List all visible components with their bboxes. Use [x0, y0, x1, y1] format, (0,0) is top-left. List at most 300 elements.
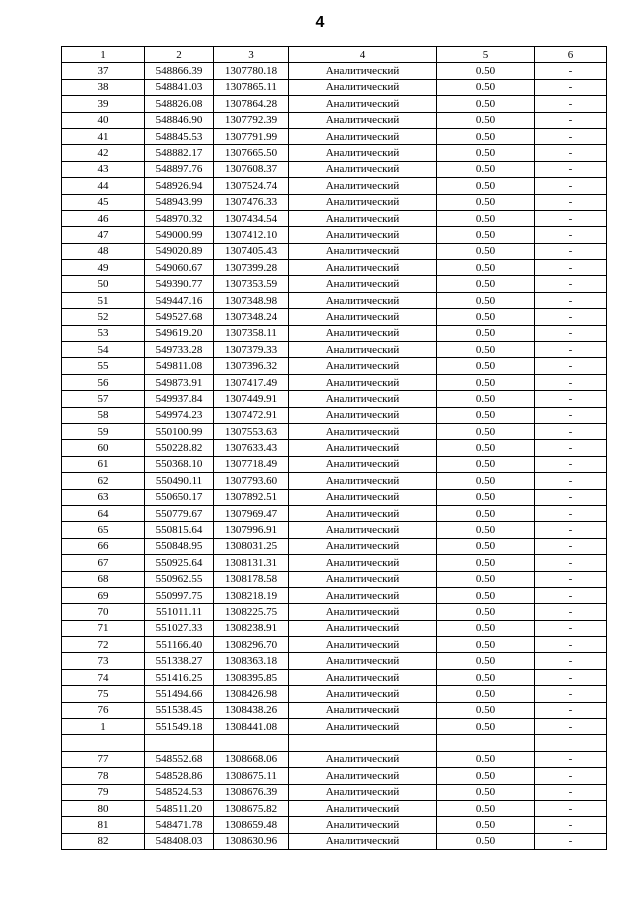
table-cell: - — [535, 571, 607, 587]
table-cell: - — [535, 243, 607, 259]
table-cell: 0.50 — [437, 620, 535, 636]
table-cell: 548524.53 — [145, 784, 214, 800]
table-cell: 1307417.49 — [214, 374, 289, 390]
table-cell: Аналитический — [289, 719, 437, 735]
table-row — [62, 538, 607, 554]
table-cell: 0.50 — [437, 571, 535, 587]
table-cell: Аналитический — [289, 292, 437, 308]
table-cell: - — [535, 784, 607, 800]
table-cell: - — [535, 489, 607, 505]
table-cell: 1307791.99 — [214, 128, 289, 144]
table-cell: 0.50 — [437, 194, 535, 210]
table-cell: 40 — [62, 112, 145, 128]
table-cell: Аналитический — [289, 800, 437, 816]
table-cell: 550925.64 — [145, 555, 214, 571]
table-cell: 0.50 — [437, 702, 535, 718]
table-row — [62, 653, 607, 669]
table-cell: Аналитический — [289, 817, 437, 833]
table-row — [62, 833, 607, 849]
table-cell: 52 — [62, 309, 145, 325]
table-cell: 1307864.28 — [214, 96, 289, 112]
table-cell: Аналитический — [289, 210, 437, 226]
table-row — [62, 571, 607, 587]
table-cell: - — [535, 63, 607, 79]
table-cell: 57 — [62, 391, 145, 407]
table-cell: 0.50 — [437, 768, 535, 784]
table-row — [62, 751, 607, 767]
table-row — [62, 128, 607, 144]
table-cell: Аналитический — [289, 423, 437, 439]
table-cell: 51 — [62, 292, 145, 308]
table-cell: 548926.94 — [145, 178, 214, 194]
table-cell: Аналитический — [289, 79, 437, 95]
table-cell: Аналитический — [289, 128, 437, 144]
table-cell: - — [535, 161, 607, 177]
table-cell: 0.50 — [437, 604, 535, 620]
table-cell: 1307524.74 — [214, 178, 289, 194]
table-cell: 58 — [62, 407, 145, 423]
table-cell: 1307472.91 — [214, 407, 289, 423]
table-cell: 548528.86 — [145, 768, 214, 784]
table-cell: 1308225.75 — [214, 604, 289, 620]
table-cell: 551549.18 — [145, 719, 214, 735]
table-cell: 550997.75 — [145, 587, 214, 603]
table-cell: 0.50 — [437, 751, 535, 767]
table-cell: 549020.89 — [145, 243, 214, 259]
table-cell: 1307996.91 — [214, 522, 289, 538]
table-cell: - — [535, 374, 607, 390]
table-cell: 67 — [62, 555, 145, 571]
table-row — [62, 194, 607, 210]
table-cell: 549974.23 — [145, 407, 214, 423]
table-cell: - — [535, 194, 607, 210]
table-row — [62, 735, 607, 751]
table-cell: Аналитический — [289, 669, 437, 685]
table-cell: 0.50 — [437, 538, 535, 554]
table-cell: Аналитический — [289, 784, 437, 800]
table-cell: 1307379.33 — [214, 342, 289, 358]
table-cell: - — [535, 686, 607, 702]
table-cell: - — [535, 292, 607, 308]
table-cell: 69 — [62, 587, 145, 603]
table-cell: 0.50 — [437, 309, 535, 325]
table-cell: 1307348.24 — [214, 309, 289, 325]
table-row — [62, 473, 607, 489]
table-cell: 549811.08 — [145, 358, 214, 374]
table-cell: 0.50 — [437, 784, 535, 800]
table-cell: 550228.82 — [145, 440, 214, 456]
table-cell: 1307553.63 — [214, 423, 289, 439]
table-cell: 551027.33 — [145, 620, 214, 636]
table-cell: 549060.67 — [145, 260, 214, 276]
table-cell: - — [535, 210, 607, 226]
table-cell: 75 — [62, 686, 145, 702]
table-cell: Аналитический — [289, 833, 437, 849]
table-cell: 1308178.58 — [214, 571, 289, 587]
table-cell: 548970.32 — [145, 210, 214, 226]
table-row — [62, 637, 607, 653]
table-cell: - — [535, 358, 607, 374]
table-cell: 0.50 — [437, 489, 535, 505]
table-cell: 548943.99 — [145, 194, 214, 210]
table-row — [62, 178, 607, 194]
column-header: 6 — [535, 47, 607, 63]
table-cell: 1308296.70 — [214, 637, 289, 653]
table-cell — [214, 735, 289, 751]
table-cell: 81 — [62, 817, 145, 833]
table-cell: 550490.11 — [145, 473, 214, 489]
table-cell: Аналитический — [289, 63, 437, 79]
table-cell: 1308395.85 — [214, 669, 289, 685]
table-cell: 0.50 — [437, 112, 535, 128]
table-cell: - — [535, 637, 607, 653]
table-cell: Аналитический — [289, 96, 437, 112]
table-cell: 0.50 — [437, 833, 535, 849]
table-cell: Аналитический — [289, 555, 437, 571]
table-cell: 54 — [62, 342, 145, 358]
table-row — [62, 440, 607, 456]
table-cell: - — [535, 653, 607, 669]
table-cell: 1307865.11 — [214, 79, 289, 95]
table-cell: - — [535, 227, 607, 243]
table-row — [62, 260, 607, 276]
table-cell: 1308676.39 — [214, 784, 289, 800]
table-cell: Аналитический — [289, 440, 437, 456]
table-row — [62, 817, 607, 833]
table-cell: Аналитический — [289, 489, 437, 505]
table-cell: 1308031.25 — [214, 538, 289, 554]
table-cell: 548841.03 — [145, 79, 214, 95]
table-cell: Аналитический — [289, 227, 437, 243]
table-row — [62, 391, 607, 407]
table-cell: 63 — [62, 489, 145, 505]
table-cell: - — [535, 800, 607, 816]
table-cell: 551166.40 — [145, 637, 214, 653]
table-row — [62, 719, 607, 735]
table-cell: 62 — [62, 473, 145, 489]
table-cell: 548471.78 — [145, 817, 214, 833]
table-cell: 77 — [62, 751, 145, 767]
table-cell: 0.50 — [437, 719, 535, 735]
table-cell: 1308426.98 — [214, 686, 289, 702]
table-cell: 0.50 — [437, 440, 535, 456]
table-cell: 0.50 — [437, 391, 535, 407]
table-cell: Аналитический — [289, 702, 437, 718]
table-cell: - — [535, 178, 607, 194]
table-cell: Аналитический — [289, 587, 437, 603]
table-cell: 74 — [62, 669, 145, 685]
table-cell: 38 — [62, 79, 145, 95]
table-cell: 78 — [62, 768, 145, 784]
table-cell: 550368.10 — [145, 456, 214, 472]
table-cell: 47 — [62, 227, 145, 243]
table-cell: Аналитический — [289, 145, 437, 161]
table-cell: 0.50 — [437, 178, 535, 194]
table-cell: 1308438.26 — [214, 702, 289, 718]
table-cell: 60 — [62, 440, 145, 456]
table-row — [62, 96, 607, 112]
table-cell: - — [535, 342, 607, 358]
table-row — [62, 456, 607, 472]
table-cell: 551338.27 — [145, 653, 214, 669]
table-cell: 48 — [62, 243, 145, 259]
table-cell: Аналитический — [289, 374, 437, 390]
table-cell: 0.50 — [437, 358, 535, 374]
table-row — [62, 79, 607, 95]
table-cell: 0.50 — [437, 128, 535, 144]
table-cell: - — [535, 505, 607, 521]
table-cell: 549873.91 — [145, 374, 214, 390]
table-cell: 1308441.08 — [214, 719, 289, 735]
table-cell: 50 — [62, 276, 145, 292]
table-row — [62, 63, 607, 79]
table-row — [62, 686, 607, 702]
table-cell: Аналитический — [289, 522, 437, 538]
table-cell: 1307412.10 — [214, 227, 289, 243]
table-cell: 0.50 — [437, 423, 535, 439]
table-cell: 64 — [62, 505, 145, 521]
table-cell: 1307449.91 — [214, 391, 289, 407]
table-cell: Аналитический — [289, 653, 437, 669]
table-cell: 43 — [62, 161, 145, 177]
table-cell: 0.50 — [437, 522, 535, 538]
table-cell: 0.50 — [437, 407, 535, 423]
table-cell: 1307353.59 — [214, 276, 289, 292]
table-cell: - — [535, 817, 607, 833]
table-cell: 70 — [62, 604, 145, 620]
table-cell: 42 — [62, 145, 145, 161]
table-cell: 55 — [62, 358, 145, 374]
table-cell: Аналитический — [289, 276, 437, 292]
table-cell: - — [535, 456, 607, 472]
table-cell: 1308363.18 — [214, 653, 289, 669]
table-cell: 68 — [62, 571, 145, 587]
table-cell: Аналитический — [289, 407, 437, 423]
coordinates-table — [61, 46, 607, 850]
table-cell: 549937.84 — [145, 391, 214, 407]
table-cell — [437, 735, 535, 751]
table-cell: 1307476.33 — [214, 194, 289, 210]
table-cell: - — [535, 555, 607, 571]
column-header: 3 — [214, 47, 289, 63]
table-row — [62, 669, 607, 685]
table-cell: - — [535, 325, 607, 341]
table-row — [62, 342, 607, 358]
table-cell: - — [535, 751, 607, 767]
table-cell: - — [535, 145, 607, 161]
table-cell: 551416.25 — [145, 669, 214, 685]
table-cell: Аналитический — [289, 342, 437, 358]
table-cell: - — [535, 260, 607, 276]
table-cell: 0.50 — [437, 96, 535, 112]
table-cell: 1308675.11 — [214, 768, 289, 784]
table-cell: 0.50 — [437, 669, 535, 685]
table-cell: - — [535, 768, 607, 784]
table-cell: 0.50 — [437, 145, 535, 161]
table-header-row — [62, 47, 607, 63]
table-row — [62, 210, 607, 226]
table-cell: Аналитический — [289, 260, 437, 276]
table-cell: 549390.77 — [145, 276, 214, 292]
table-cell: - — [535, 719, 607, 735]
table-cell: 0.50 — [437, 456, 535, 472]
table-row — [62, 620, 607, 636]
table-cell: 1307792.39 — [214, 112, 289, 128]
table-cell: 0.50 — [437, 653, 535, 669]
table-cell: 550962.55 — [145, 571, 214, 587]
table-cell: 549447.16 — [145, 292, 214, 308]
table-row — [62, 145, 607, 161]
table-cell: 1308131.31 — [214, 555, 289, 571]
table-cell: 76 — [62, 702, 145, 718]
table-cell: - — [535, 423, 607, 439]
table-cell: - — [535, 96, 607, 112]
table-cell: Аналитический — [289, 604, 437, 620]
table-row — [62, 505, 607, 521]
table-row — [62, 522, 607, 538]
table-row — [62, 587, 607, 603]
table-cell: Аналитический — [289, 309, 437, 325]
table-cell: 37 — [62, 63, 145, 79]
table-row — [62, 276, 607, 292]
column-header: 5 — [437, 47, 535, 63]
table-cell: 0.50 — [437, 227, 535, 243]
table-cell: 45 — [62, 194, 145, 210]
table-cell: 0.50 — [437, 473, 535, 489]
table-row — [62, 784, 607, 800]
column-header: 2 — [145, 47, 214, 63]
table-cell: - — [535, 522, 607, 538]
table-cell: 1308675.82 — [214, 800, 289, 816]
table-cell: - — [535, 309, 607, 325]
table-cell: 82 — [62, 833, 145, 849]
table-cell: 551011.11 — [145, 604, 214, 620]
table-cell: 72 — [62, 637, 145, 653]
table-cell: Аналитический — [289, 637, 437, 653]
table-cell: - — [535, 620, 607, 636]
table-cell: Аналитический — [289, 112, 437, 128]
table-cell: 550779.67 — [145, 505, 214, 521]
table-cell: Аналитический — [289, 620, 437, 636]
table-cell: 53 — [62, 325, 145, 341]
table-cell: - — [535, 407, 607, 423]
table-cell: 1307793.60 — [214, 473, 289, 489]
table-cell: 59 — [62, 423, 145, 439]
table-row — [62, 423, 607, 439]
table-cell: Аналитический — [289, 473, 437, 489]
table-cell: - — [535, 473, 607, 489]
table-cell: 551494.66 — [145, 686, 214, 702]
table-cell: 548408.03 — [145, 833, 214, 849]
table-cell: 0.50 — [437, 637, 535, 653]
table-cell: 0.50 — [437, 817, 535, 833]
table-cell: 0.50 — [437, 342, 535, 358]
table-cell: Аналитический — [289, 768, 437, 784]
table-row — [62, 227, 607, 243]
table-cell: 1307396.32 — [214, 358, 289, 374]
table-cell: 1307399.28 — [214, 260, 289, 276]
table-cell: - — [535, 604, 607, 620]
table-cell: 39 — [62, 96, 145, 112]
table-cell: Аналитический — [289, 571, 437, 587]
table-cell: 79 — [62, 784, 145, 800]
table-cell: - — [535, 587, 607, 603]
table-cell: Аналитический — [289, 325, 437, 341]
column-header: 4 — [289, 47, 437, 63]
table-cell: 49 — [62, 260, 145, 276]
table-cell: - — [535, 391, 607, 407]
table-cell: 551538.45 — [145, 702, 214, 718]
table-cell: 1307780.18 — [214, 63, 289, 79]
table-cell: 0.50 — [437, 292, 535, 308]
table-cell: Аналитический — [289, 358, 437, 374]
table-cell: 1307665.50 — [214, 145, 289, 161]
table-cell: Аналитический — [289, 505, 437, 521]
table-cell: - — [535, 128, 607, 144]
table-cell: 548826.08 — [145, 96, 214, 112]
table-cell — [145, 735, 214, 751]
table-cell: 0.50 — [437, 260, 535, 276]
table-cell: 1 — [62, 719, 145, 735]
table-cell: 0.50 — [437, 374, 535, 390]
table-row — [62, 800, 607, 816]
table-cell: 46 — [62, 210, 145, 226]
table-cell: 1308659.48 — [214, 817, 289, 833]
table-row — [62, 604, 607, 620]
column-header: 1 — [62, 47, 145, 63]
table-cell: 80 — [62, 800, 145, 816]
table-cell: - — [535, 538, 607, 554]
table-row — [62, 358, 607, 374]
table-cell: 71 — [62, 620, 145, 636]
table-row — [62, 292, 607, 308]
table-cell: - — [535, 440, 607, 456]
table-cell: 0.50 — [437, 686, 535, 702]
table-cell: 548866.39 — [145, 63, 214, 79]
table-row — [62, 555, 607, 571]
table-cell: 61 — [62, 456, 145, 472]
table-cell: 0.50 — [437, 276, 535, 292]
table-cell: 549000.99 — [145, 227, 214, 243]
table-cell: 548882.17 — [145, 145, 214, 161]
table-cell: 1307718.49 — [214, 456, 289, 472]
table-row — [62, 702, 607, 718]
table-row — [62, 374, 607, 390]
table-cell: Аналитический — [289, 538, 437, 554]
table-cell: 548845.53 — [145, 128, 214, 144]
table-cell: 549619.20 — [145, 325, 214, 341]
table-cell: Аналитический — [289, 161, 437, 177]
table-cell: 0.50 — [437, 325, 535, 341]
table-cell: 1307348.98 — [214, 292, 289, 308]
table-cell: Аналитический — [289, 456, 437, 472]
table-cell: - — [535, 112, 607, 128]
table-cell: 550650.17 — [145, 489, 214, 505]
table-cell: - — [535, 79, 607, 95]
table-cell — [289, 735, 437, 751]
table-cell: - — [535, 276, 607, 292]
table-cell: 0.50 — [437, 587, 535, 603]
table-cell: 0.50 — [437, 79, 535, 95]
table-cell: 73 — [62, 653, 145, 669]
table-cell: 0.50 — [437, 800, 535, 816]
table-cell: Аналитический — [289, 243, 437, 259]
table-row — [62, 161, 607, 177]
table-cell: 550815.64 — [145, 522, 214, 538]
table-row — [62, 112, 607, 128]
table-cell: - — [535, 669, 607, 685]
table-row — [62, 489, 607, 505]
